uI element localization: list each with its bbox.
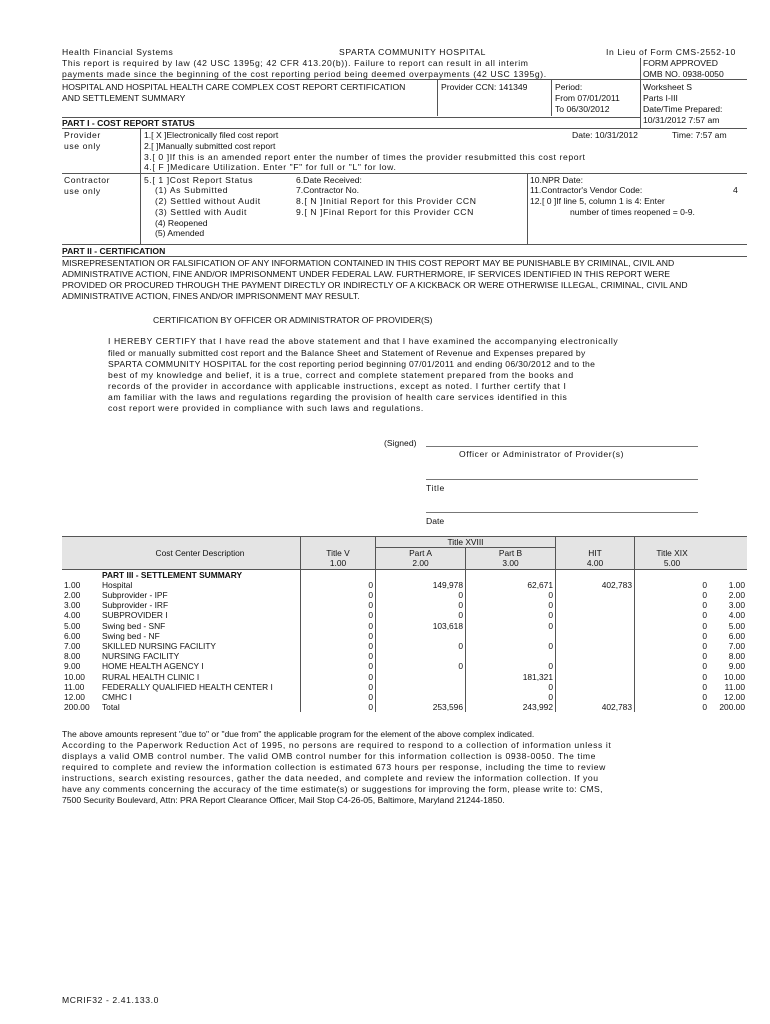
cell-desc: HOME HEALTH AGENCY I: [102, 661, 204, 672]
signature-line[interactable]: [426, 446, 698, 447]
table-row: [62, 610, 747, 620]
cell-t19: 0: [635, 580, 710, 590]
cell-t19: 0: [635, 682, 710, 692]
cell-rline: 4.00: [728, 610, 745, 621]
cell-pb: 243,992: [466, 702, 556, 712]
status-settled-with-audit: (3) Settled with Audit: [155, 207, 248, 217]
cell-t5: 0: [301, 621, 376, 631]
table-row: [62, 702, 747, 712]
date-line[interactable]: [426, 512, 698, 513]
period-from: From 07/01/2011: [555, 93, 620, 103]
officer-label: Officer or Administrator of Provider(s): [459, 449, 625, 459]
cell-pa: [376, 631, 466, 641]
cell-pb: 0: [466, 661, 556, 671]
cell-hit: [556, 600, 635, 610]
cell-rline: 2.00: [728, 590, 745, 601]
law-line-1: This report is required by law (42 USC 1395g; 42 CFR 413.20(b)). Failure to report can result in all interim: [62, 58, 529, 68]
omb-number: OMB NO. 0938-0050: [643, 69, 724, 79]
status-reopened: (4) Reopened: [155, 218, 208, 228]
cell-pb: 0: [466, 621, 556, 631]
cell-hit: [556, 641, 635, 651]
cell-rline: 6.00: [728, 630, 745, 641]
cell-pb: 0: [466, 610, 556, 620]
hospital-name: SPARTA COMMUNITY HOSPITAL: [339, 47, 486, 57]
cell-line: 6.00: [64, 630, 81, 641]
cell-hit: [556, 631, 635, 641]
cell-t5: 0: [301, 590, 376, 600]
pra-line-1: According to the Paperwork Reduction Act of 1995, no persons are required to respond to a collection of information unless it: [62, 740, 612, 750]
table-row: [62, 580, 747, 590]
cell-rline: 200.00: [719, 702, 745, 713]
cell-desc: CMHC I: [102, 691, 132, 702]
cell-desc: Subprovider - IRF: [102, 600, 169, 611]
cell-pa: 0: [376, 590, 466, 600]
cell-hit: [556, 651, 635, 661]
electronically-filed: 1.[ X ]Electronically filed cost report: [144, 130, 279, 140]
cell-t5: 0: [301, 651, 376, 661]
cell-pa: 149,978: [376, 580, 466, 590]
date-label: Date: [426, 516, 445, 526]
certification-title-1: HOSPITAL AND HOSPITAL HEALTH CARE COMPLEX COST REPORT CERTIFICATION: [62, 82, 406, 92]
signed-label: (Signed): [384, 438, 417, 448]
status-amended: (5) Amended: [155, 228, 205, 238]
cell-hit: [556, 682, 635, 692]
cell-line: 4.00: [64, 610, 81, 621]
col-num-part-b: 3.00: [466, 558, 556, 569]
cell-desc: SUBPROVIDER I: [102, 610, 168, 621]
table-row: [62, 671, 747, 681]
form-number: In Lieu of Form CMS-2552-10: [606, 47, 736, 57]
vendor-code-value: 4: [733, 185, 738, 195]
provider-use-label-1: Provider: [64, 130, 101, 140]
cell-t19: 0: [635, 641, 710, 651]
certification-text-1: I HEREBY CERTIFY that I have read the above statement and that I have examined the accompanying electronically: [108, 336, 619, 346]
pra-line-4: instructions, search existing resources, gather the data needed, and complete and review the information collection. If you: [62, 773, 599, 783]
cell-t5: 0: [301, 600, 376, 610]
date-prepared: 10/31/2012 7:57 am: [643, 115, 720, 125]
contractor-use-label-1: Contractor: [64, 175, 111, 185]
manually-submitted: 2.[ ]Manually submitted cost report: [144, 141, 276, 151]
law-line-2: payments made since the beginning of the cost reporting period being deemed overpayments (42 USC 1395g).: [62, 69, 547, 79]
cell-pb: 0: [466, 641, 556, 651]
table-row: [62, 590, 747, 600]
table-row: [62, 641, 747, 651]
cell-pa: [376, 651, 466, 661]
filed-time: Time: 7:57 am: [672, 130, 727, 140]
certification-text-5: records of the provider in accordance with applicable instructions, except as noted. I further certify that I: [108, 381, 567, 391]
cell-t19: 0: [635, 651, 710, 661]
cell-pa: 0: [376, 610, 466, 620]
warning-line-1: MISREPRESENTATION OR FALSIFICATION OF ANY INFORMATION CONTAINED IN THIS COST REPORT MAY BE PUNISHABLE BY CRIMINAL, CIVIL AND: [62, 258, 675, 268]
pra-line-2: displays a valid OMB control number. The valid OMB control number for this information collection is 0938-0050. The time: [62, 751, 597, 761]
final-report: 9.[ N ]Final Report for this Provider CCN: [296, 207, 474, 217]
col-num-title-xix: 5.00: [635, 558, 710, 569]
cell-desc: Swing bed - SNF: [102, 620, 166, 631]
worksheet: Worksheet S: [643, 82, 693, 92]
cost-center-header: Cost Center Description: [155, 548, 245, 559]
certification-text-6: am familiar with the laws and regulations regarding the provision of health care services identified in this: [108, 392, 568, 402]
period-label: Period:: [555, 82, 583, 92]
cost-report-status: 5.[ 1 ]Cost Report Status: [144, 175, 254, 185]
table-row: [62, 600, 747, 610]
date-received: 6.Date Received:: [296, 175, 362, 185]
cell-line: 12.00: [64, 691, 85, 702]
pra-line-5: have any comments concerning the accuracy of the time estimate(s) or suggestions for improving the form, please write to: CMS,: [62, 784, 603, 794]
cell-t5: 0: [301, 641, 376, 651]
settlement-summary-table: [62, 536, 747, 712]
part3-title: PART III - SETTLEMENT SUMMARY: [102, 569, 243, 580]
cell-hit: [556, 671, 635, 681]
software-version: MCRIF32 - 2.41.133.0: [62, 995, 160, 1005]
certification-text-4: best of my knowledge and belief, it is a true, correct and complete statement prepared from the books and: [108, 370, 574, 380]
initial-report: 8.[ N ]Initial Report for this Provider CCN: [296, 196, 477, 206]
cell-t5: 0: [301, 610, 376, 620]
times-reopened-1: 12.[ 0 ]If line 5, column 1 is 4: Enter: [530, 196, 665, 206]
cell-rline: 7.00: [728, 640, 745, 651]
cell-line: 9.00: [64, 661, 81, 672]
cell-pa: [376, 692, 466, 702]
vendor-code-label: 11.Contractor's Vendor Code:: [530, 185, 643, 195]
cell-hit: 402,783: [556, 580, 635, 590]
cell-hit: [556, 610, 635, 620]
cell-pa: 0: [376, 641, 466, 651]
cell-t19: 0: [635, 631, 710, 641]
certification-text-7: cost report were provided in compliance with such laws and regulations.: [108, 403, 424, 413]
cell-line: 3.00: [64, 600, 81, 611]
cell-t5: 0: [301, 631, 376, 641]
cell-hit: [556, 661, 635, 671]
cell-line: 1.00: [64, 579, 81, 590]
certification-text-3: SPARTA COMMUNITY HOSPITAL for the cost reporting period beginning 07/01/2011 and ending 06/30/2012 and to the: [108, 359, 596, 369]
part-a-header: Part A: [376, 548, 466, 559]
status-settled-without-audit: (2) Settled without Audit: [155, 196, 261, 206]
provider-ccn: Provider CCN: 141349: [441, 82, 528, 92]
part-b-header: Part B: [466, 548, 556, 559]
title-xix-header: Title XIX: [635, 548, 710, 559]
title-v-header: Title V: [301, 548, 376, 559]
cell-t5: 0: [301, 702, 376, 712]
cell-pa: 0: [376, 661, 466, 671]
cell-t19: 0: [635, 661, 710, 671]
contractor-use-label-2: use only: [64, 186, 101, 196]
cell-hit: [556, 590, 635, 600]
cell-pb: [466, 651, 556, 661]
cell-rline: 9.00: [728, 661, 745, 672]
table-row: [62, 631, 747, 641]
table-row: [62, 651, 747, 661]
cell-pb: [466, 631, 556, 641]
form-approved: FORM APPROVED: [643, 58, 718, 68]
cell-pb: 0: [466, 692, 556, 702]
cell-t5: 0: [301, 661, 376, 671]
table-row: [62, 682, 747, 692]
cell-desc: Total: [102, 702, 120, 713]
title-line[interactable]: [426, 479, 698, 480]
col-num-part-a: 2.00: [376, 558, 466, 569]
npr-date: 10.NPR Date:: [530, 175, 584, 185]
cell-pa: [376, 671, 466, 681]
cell-desc: Swing bed - NF: [102, 630, 160, 641]
cell-t19: 0: [635, 702, 710, 712]
table-row: [62, 621, 747, 631]
cell-hit: [556, 692, 635, 702]
filed-date: Date: 10/31/2012: [572, 130, 638, 140]
cell-line: 200.00: [64, 702, 90, 713]
cell-line: 8.00: [64, 651, 81, 662]
cell-pb: 0: [466, 600, 556, 610]
certification-text-2: filed or manually submitted cost report and the Balance Sheet and Statement of Revenue and Expenses prepared by: [108, 348, 586, 358]
pra-line-3: required to complete and review the information collection is estimated 673 hours per response, including the time to review: [62, 762, 606, 772]
cell-desc: FEDERALLY QUALIFIED HEALTH CENTER I: [102, 681, 273, 692]
parts: Parts I-III: [643, 93, 678, 103]
col-num-title-v: 1.00: [301, 558, 376, 569]
cell-line: 2.00: [64, 590, 81, 601]
cell-rline: 12.00: [724, 691, 745, 702]
cell-rline: 3.00: [728, 600, 745, 611]
cell-t5: 0: [301, 692, 376, 702]
part1-title: PART I - COST REPORT STATUS: [62, 118, 195, 128]
date-prepared-label: Date/Time Prepared:: [643, 104, 723, 114]
medicare-utilization: 4.[ F ]Medicare Utilization. Enter "F" for full or "L" for low.: [144, 162, 397, 172]
period-to: To 06/30/2012: [555, 104, 610, 114]
cell-desc: Hospital: [102, 579, 133, 590]
warning-line-3: PROVIDED OR PROCURED THROUGH THE PAYMENT DIRECTLY OR INDIRECTLY OF A KICKBACK OR WERE OTHERWISE ILLEGAL, CRIMINAL, CIVIL AND: [62, 280, 688, 290]
warning-line-2: ADMINISTRATIVE ACTION, FINE AND/OR IMPRISONMENT UNDER FEDERAL LAW. FURTHERMORE, IF SERVICES IDENTIFIED IN THIS REPORT WERE: [62, 269, 671, 279]
cell-hit: 402,783: [556, 702, 635, 712]
cell-line: 5.00: [64, 620, 81, 631]
cell-desc: NURSING FACILITY: [102, 651, 180, 662]
table-row: [62, 692, 747, 702]
cell-t5: 0: [301, 580, 376, 590]
cell-hit: [556, 621, 635, 631]
warning-line-4: ADMINISTRATIVE ACTION, FINES AND/OR IMPRISONMENT MAY RESULT.: [62, 291, 360, 301]
cell-line: 10.00: [64, 671, 85, 682]
pra-line-6: 7500 Security Boulevard, Attn: PRA Report Clearance Officer, Mail Stop C4-26-05, Baltimore, Maryland 21244-1850.: [62, 795, 505, 805]
cell-t19: 0: [635, 590, 710, 600]
cell-line: 7.00: [64, 640, 81, 651]
cell-t5: 0: [301, 671, 376, 681]
cell-rline: 10.00: [724, 671, 745, 682]
cell-desc: Subprovider - IPF: [102, 590, 168, 601]
hit-header: HIT: [556, 548, 635, 559]
amended-report: 3.[ 0 ]If this is an amended report enter the number of times the provider resubmitted this cost report: [144, 152, 586, 162]
col-num-hit: 4.00: [556, 558, 635, 569]
cell-pa: 0: [376, 600, 466, 610]
cell-desc: RURAL HEALTH CLINIC I: [102, 671, 200, 682]
cell-rline: 1.00: [728, 579, 745, 590]
cell-pa: 253,596: [376, 702, 466, 712]
provider-use-label-2: use only: [64, 141, 101, 151]
certification-title-2: AND SETTLEMENT SUMMARY: [62, 93, 186, 103]
title-xviii-header: Title XVIII: [376, 537, 556, 548]
cell-t19: 0: [635, 621, 710, 631]
title-label: Title: [426, 483, 445, 493]
cell-rline: 5.00: [728, 620, 745, 631]
cell-pa: 103,618: [376, 621, 466, 631]
times-reopened-2: number of times reopened = 0-9.: [570, 207, 695, 217]
cell-t19: 0: [635, 692, 710, 702]
cell-desc: SKILLED NURSING FACILITY: [102, 640, 217, 651]
amounts-note: The above amounts represent "due to" or "due from" the applicable program for the element of the above complex indicated.: [62, 729, 535, 739]
cell-rline: 11.00: [724, 681, 745, 692]
cell-pb: 62,671: [466, 580, 556, 590]
cell-pb: 0: [466, 682, 556, 692]
contractor-number: 7.Contractor No.: [296, 185, 360, 195]
cell-pb: 181,321: [466, 671, 556, 681]
cell-t5: 0: [301, 682, 376, 692]
cell-line: 11.00: [64, 681, 85, 692]
part2-title: PART II - CERTIFICATION: [62, 246, 166, 256]
table-row: [62, 661, 747, 671]
system-name: Health Financial Systems: [62, 47, 174, 57]
cell-pa: [376, 682, 466, 692]
cell-rline: 8.00: [728, 651, 745, 662]
certification-heading: CERTIFICATION BY OFFICER OR ADMINISTRATOR OF PROVIDER(S): [153, 315, 433, 325]
cell-t19: 0: [635, 671, 710, 681]
cell-t19: 0: [635, 610, 710, 620]
cell-pb: 0: [466, 590, 556, 600]
status-as-submitted: (1) As Submitted: [155, 185, 229, 195]
cell-t19: 0: [635, 600, 710, 610]
